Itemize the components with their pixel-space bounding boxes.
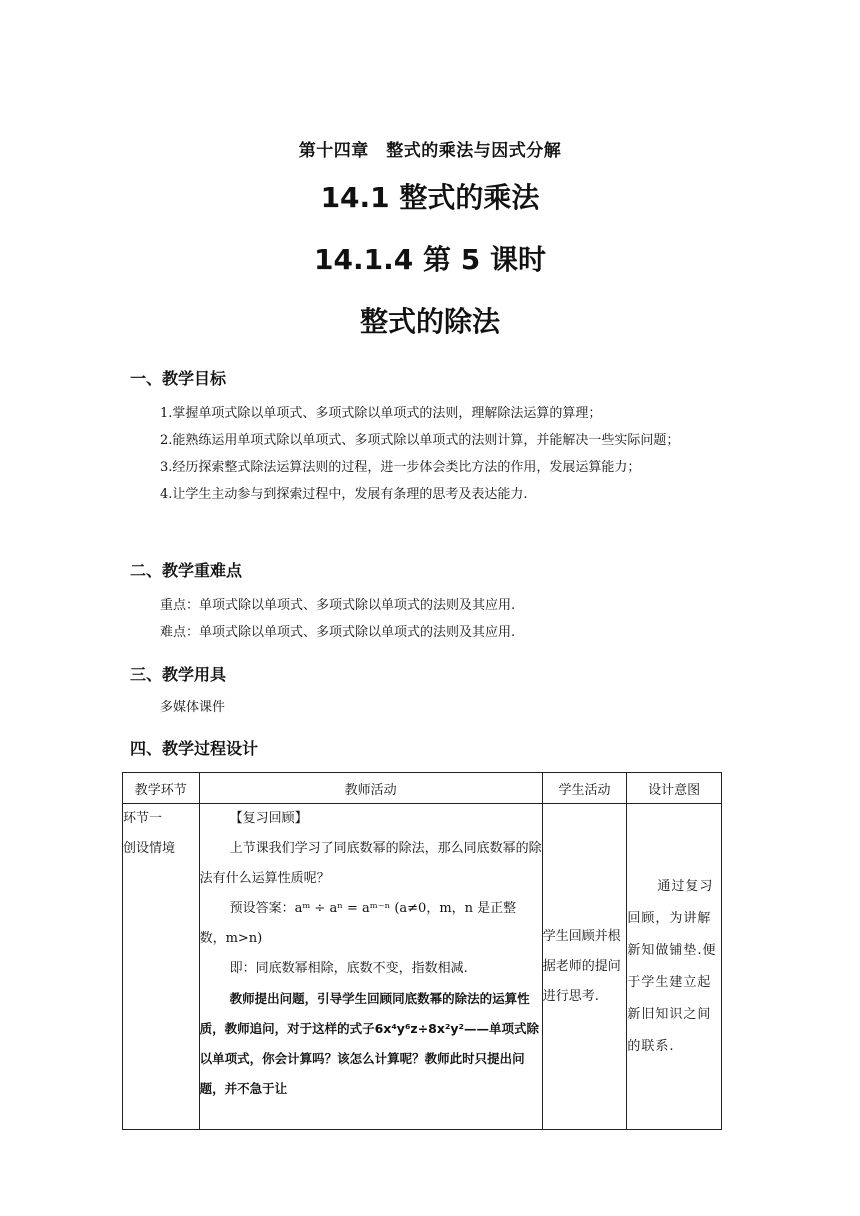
review-question: 上节课我们学习了同底数幂的除法，那么同底数幂的除法有什么运算性质呢？: [199, 841, 542, 886]
lesson-title: 14.1.4 第 5 课时: [314, 243, 546, 276]
review-title: 【复习回顾】: [229, 811, 308, 826]
teacher-guidance: 教师提出问题，引导学生回顾同底数幂的除法的运算性质，教师追问，对于这样的式子6x⁴y⁶z÷8x²y²——单项式除以单项式，你会计算吗？该怎么计算呢？教师此时只提出问题，并不急于让: [199, 991, 540, 1096]
process-heading: 四、教学过程设计: [130, 739, 259, 758]
section-title: 14.1 整式的乘法: [320, 181, 540, 214]
table-header: 教学环节: [123, 773, 200, 804]
goals-list: [130, 400, 730, 508]
table-header-row: [123, 773, 722, 804]
goals-heading: 一、教学目标: [130, 369, 227, 388]
tools-text: 多媒体课件: [160, 700, 226, 715]
stage-cell: [123, 804, 200, 1130]
chapter-heading: 第十四章 整式的乘法与因式分解: [298, 141, 562, 161]
goal-item: 3.经历探索整式除法运算法则的过程，进一步体会类比方法的作用，发展运算能力；: [160, 460, 641, 475]
teacher-activity-cell: [199, 804, 542, 1130]
answer-formula: aᵐ ÷ aⁿ = aᵐ⁻ⁿ (a≠0，m，n 是正整数，m>n): [199, 901, 517, 946]
key-point: 重点：单项式除以单项式、多项式除以单项式的法则及其应用.: [160, 598, 516, 613]
stage-line: 环节一: [123, 811, 163, 826]
difficult-point: 难点：单项式除以单项式、多项式除以单项式的法则及其应用.: [160, 625, 516, 640]
design-intent-text: 通过复习回顾，为讲解新知做铺垫.便于学生建立起新旧知识之间的联系.: [627, 878, 717, 1054]
student-activity-text: 学生回顾并根据老师的提问进行思考.: [542, 928, 621, 1004]
process-table: [122, 772, 722, 1130]
preset-answer: [200, 894, 542, 954]
table-row: [123, 804, 722, 1130]
answer-rule: 即：同底数幂相除，底数不变，指数相减.: [229, 961, 468, 976]
table-header: 学生活动: [542, 773, 627, 804]
keypoints-list: [130, 592, 730, 646]
goal-item: 1.掌握单项式除以单项式、多项式除以单项式的法则，理解除法运算的算理；: [160, 406, 602, 421]
tools-text-wrap: [130, 694, 730, 721]
design-intent-cell: [627, 804, 722, 1130]
student-activity-cell: [542, 804, 627, 1130]
stage-line: 创设情境: [123, 841, 176, 856]
goal-item: 4.让学生主动参与到探索过程中，发展有条理的思考及表达能力.: [160, 487, 528, 502]
tools-heading: 三、教学用具: [130, 665, 227, 684]
table-header: 设计意图: [627, 773, 722, 804]
keypoints-heading: 二、教学重难点: [130, 561, 243, 580]
topic-title: 整式的除法: [359, 305, 500, 338]
goal-item: 2.能熟练运用单项式除以单项式、多项式除以单项式的法则计算，并能解决一些实际问题；: [160, 433, 680, 448]
table-header: 教师活动: [199, 773, 542, 804]
answer-prefix: 预设答案：: [229, 901, 295, 916]
